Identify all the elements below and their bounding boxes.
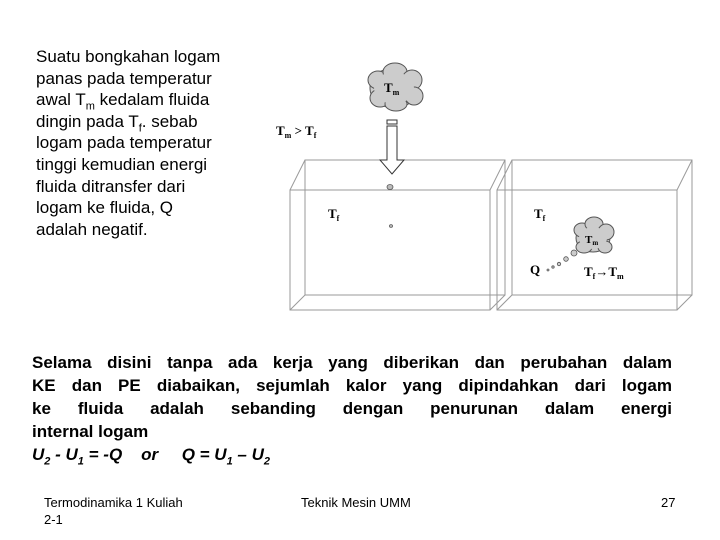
footer-course-line: 2-1 xyxy=(44,512,63,527)
q-label: Q xyxy=(530,262,541,277)
eq-subscript: 2 xyxy=(263,455,270,468)
tank-right-label: $T_f$ xyxy=(534,206,546,223)
footer-institution: Teknik Mesin UMM xyxy=(301,495,411,510)
eq-text: - U xyxy=(50,445,78,464)
main-line: KE dan PE diabaikan, sejumlah kalor yang dipindahkan dari logam xyxy=(32,376,672,395)
eq-text: = -Q or Q = U xyxy=(83,445,227,464)
page-number: 27 xyxy=(661,495,676,510)
eq-text: U xyxy=(32,445,45,464)
bubble-trail-icon xyxy=(547,250,577,271)
intro-line: logam pada temperatur xyxy=(36,133,212,153)
energy-equation xyxy=(32,443,672,466)
main-line: ke fluida adalah sebanding dengan penurunan dalam energi xyxy=(32,399,672,418)
cloud-tm-fluid-label: Tm xyxy=(585,234,599,247)
intro-line: adalah negatif. xyxy=(36,219,148,239)
eq-subscript: 2 xyxy=(44,455,51,468)
main-line: internal logam xyxy=(32,422,149,441)
intro-text: dingin pada T xyxy=(36,111,139,131)
eq-subscript: 1 xyxy=(77,455,84,468)
cloud-tm-fluid-icon xyxy=(574,217,614,253)
down-arrow-icon xyxy=(380,120,404,174)
intro-line: logam ke fluida, Q xyxy=(36,198,174,218)
drop-icon xyxy=(389,225,392,228)
footer-course-line: Termodinamika 1 Kuliah xyxy=(44,495,183,510)
tank-left-label: $T_f$ xyxy=(328,206,340,223)
intro-text: . sebab xyxy=(141,111,198,131)
main-line: Selama disini tanpa ada kerja yang diberikan dan perubahan dalam xyxy=(32,353,672,372)
intro-line: fluida ditransfer dari xyxy=(36,176,186,196)
relation-label: $T_m > T_f$ xyxy=(276,123,317,140)
result-label: $T_f\to T_m$ xyxy=(584,264,624,281)
intro-line: Suatu bongkahan logam xyxy=(36,47,221,66)
eq-text: – U xyxy=(232,445,264,464)
drop-icon xyxy=(387,185,393,190)
intro-subscript: f xyxy=(138,122,142,135)
intro-text: kedalam fluida xyxy=(94,90,210,110)
cloud-tm-label: $T_m$ xyxy=(384,80,400,97)
eq-subscript: 1 xyxy=(226,455,233,468)
cloud-tm-icon xyxy=(368,63,423,111)
intro-line: tinggi kemudian energi xyxy=(36,154,208,174)
intro-subscript: m xyxy=(85,100,95,113)
main-paragraph xyxy=(32,351,672,466)
intro-text: awal T xyxy=(36,90,86,110)
left-tank xyxy=(290,160,505,310)
footer-course xyxy=(44,494,183,528)
intro-line: panas pada temperatur xyxy=(36,68,212,88)
